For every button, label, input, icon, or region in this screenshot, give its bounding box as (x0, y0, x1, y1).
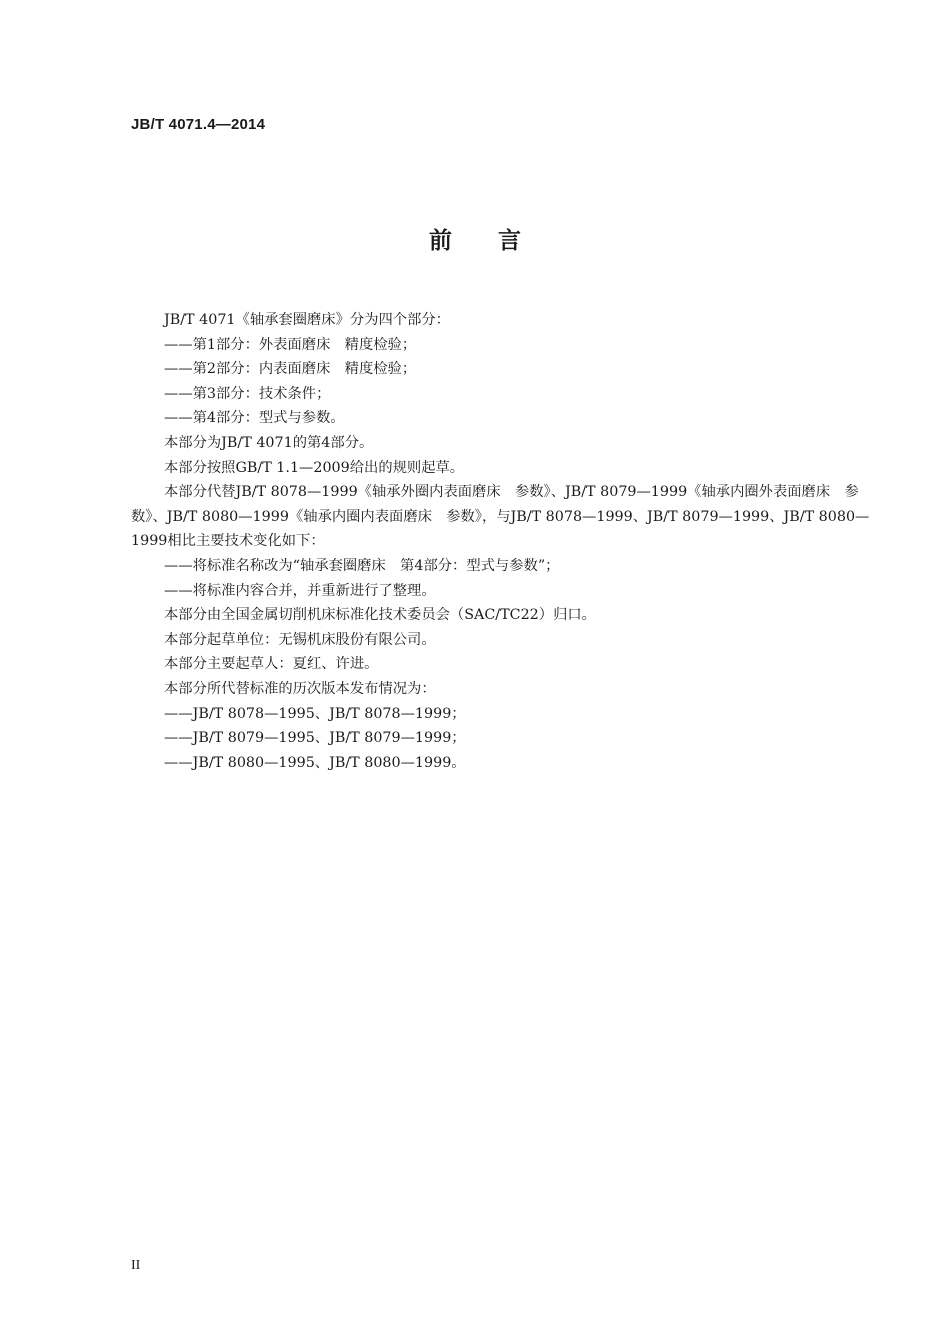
paragraph-drafting-unit: 本部分起草单位：无锡机床股份有限公司。 (164, 631, 436, 648)
page-number: II (131, 1258, 141, 1273)
list-item-history-3: ——JB/T 8080—1995、JB/T 8080—1999。 (164, 754, 466, 771)
paragraph-this-part: 本部分为JB/T 4071的第4部分。 (164, 434, 374, 451)
foreword-body (131, 308, 877, 775)
paragraph-drafters: 本部分主要起草人：夏红、许进。 (164, 656, 379, 673)
list-item-part-4: ——第4部分：型式与参数。 (164, 410, 345, 427)
list-item-part-1: ——第1部分：外表面磨床 精度检验； (164, 336, 417, 353)
paragraph-replaces: 本部分代替JB/T 8078—1999《轴承外圈内表面磨床 参数》、JB/T 8079—1999《轴承内圈外表面磨床 参数》、JB/T 8080—1999《轴承内圈内表面磨床 参数》，与JB/T 8078—1999、JB/T 8079—1999、JB/T 8080—1999相比主要技术变化如下： (131, 484, 870, 550)
list-item-history-2: ——JB/T 8079—1995、JB/T 8079—1999； (164, 730, 466, 747)
paragraph-committee: 本部分由全国金属切削机床标准化技术委员会（SAC/TC22）归口。 (164, 607, 596, 624)
paragraph-history-intro: 本部分所代替标准的历次版本发布情况为： (164, 680, 436, 697)
list-item-change-1: ——将标准名称改为“轴承套圈磨床 第4部分：型式与参数”； (164, 557, 560, 574)
standard-code-header: JB/T 4071.4—2014 (131, 116, 266, 133)
paragraph-parts-intro: JB/T 4071《轴承套圈磨床》分为四个部分： (164, 312, 450, 328)
paragraph-drafting-rules: 本部分按照GB/T 1.1—2009给出的规则起草。 (164, 459, 465, 476)
list-item-part-2: ——第2部分：内表面磨床 精度检验； (164, 361, 417, 378)
list-item-history-1: ——JB/T 8078—1995、JB/T 8078—1999； (164, 705, 466, 722)
list-item-change-2: ——将标准内容合并，并重新进行了整理。 (164, 582, 436, 599)
list-item-part-3: ——第3部分：技术条件； (164, 385, 331, 402)
section-title-foreword: 前 言 (429, 228, 521, 254)
